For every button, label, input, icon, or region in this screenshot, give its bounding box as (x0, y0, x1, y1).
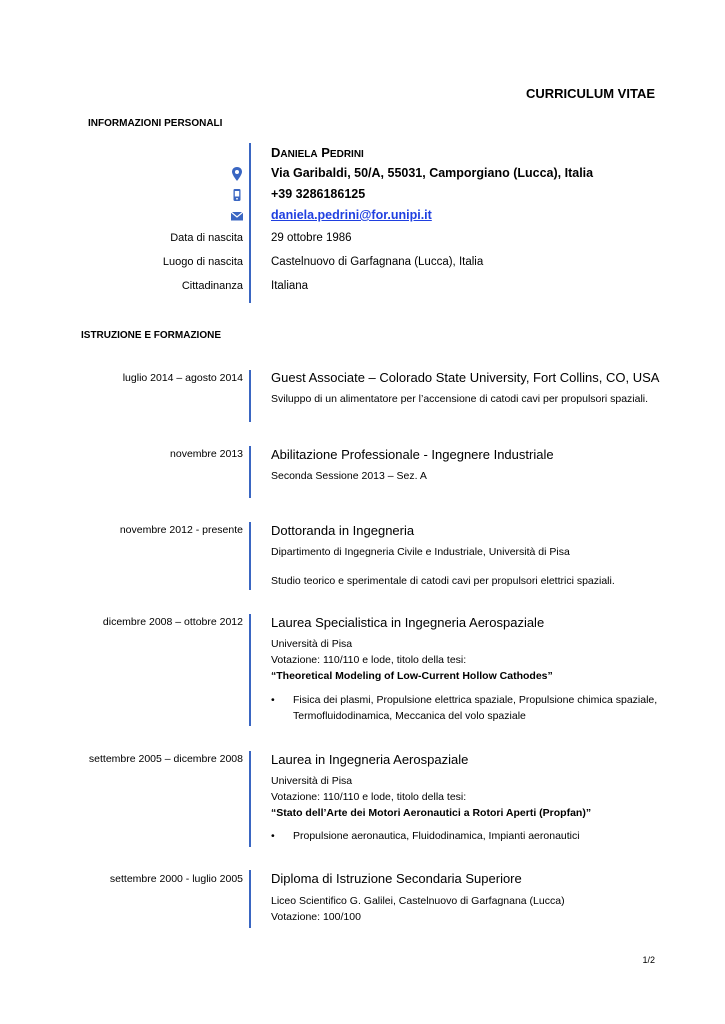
entry-date: novembre 2012 - presente (119, 524, 243, 536)
entry-date: settembre 2000 - luglio 2005 (109, 873, 243, 885)
section-education: ISTRUZIONE E FORMAZIONE (81, 330, 221, 341)
entry-date: luglio 2014 – agosto 2014 (122, 372, 243, 384)
entry-detail: Dipartimento di Ingegneria Civile e Industriale, Università di Pisa (271, 546, 570, 558)
location-pin-icon (229, 166, 245, 182)
entry-date: dicembre 2008 – ottobre 2012 (102, 616, 243, 628)
birth-date-label: Data di nascita (170, 232, 243, 244)
envelope-icon (229, 208, 245, 224)
thesis-title: “Stato dell’Arte dei Motori Aeronautici a Rotori Aperti (Propfan)” (271, 807, 592, 819)
entry-title: Laurea Specialistica in Ingegneria Aerospaziale (271, 615, 545, 630)
entry-title: Abilitazione Professionale - Ingegnere Industriale (271, 447, 554, 462)
entry-detail: Università di Pisa (271, 638, 353, 650)
entry-title: Laurea in Ingegneria Aerospaziale (271, 752, 469, 767)
phone-number: +39 3286186125 (271, 187, 366, 201)
section-personal-info: INFORMAZIONI PERSONALI (88, 118, 223, 129)
entry-detail: Votazione: 110/110 e lode, titolo della tesi: (271, 791, 467, 803)
entry-divider (249, 751, 251, 847)
entry-detail: Votazione: 100/100 (271, 911, 361, 923)
entry-divider (249, 870, 251, 928)
birth-place-label: Luogo di nascita (162, 256, 243, 268)
entry-detail: Votazione: 110/110 e lode, titolo della tesi: (271, 654, 467, 666)
birth-date: 29 ottobre 1986 (271, 232, 352, 244)
citizenship-label: Cittadinanza (181, 280, 243, 292)
entry-detail: Università di Pisa (271, 775, 353, 787)
entry-divider (249, 614, 251, 726)
entry-title: Dottoranda in Ingegneria (271, 523, 415, 538)
address: Via Garibaldi, 50/A, 55031, Camporgiano (Lucca), Italia (271, 166, 594, 180)
citizenship: Italiana (271, 280, 309, 292)
personal-divider (249, 143, 251, 303)
entry-title: Diploma di Istruzione Secondaria Superiore (271, 871, 522, 886)
email-link[interactable]: daniela.pedrini@for.unipi.it (271, 208, 432, 222)
entry-detail: Seconda Sessione 2013 – Sez. A (271, 470, 427, 482)
entry-detail: Liceo Scientifico G. Galilei, Castelnuovo di Garfagnana (Lucca) (271, 895, 565, 907)
birth-place: Castelnuovo di Garfagnana (Lucca), Italia (271, 256, 484, 268)
entry-detail: Studio teorico e sperimentale di catodi cavi per propulsori elettrici spaziali. (271, 575, 615, 587)
entry-divider (249, 522, 251, 590)
page-number: 1/2 (642, 955, 655, 965)
courses-list (271, 828, 691, 844)
list-item: • Fisica dei plasmi, Propulsione elettrica spaziale, Propulsione chimica spaziale, Termofluidodinamica, Meccanica del volo spaziale (271, 692, 691, 724)
entry-divider (249, 370, 251, 422)
entry-divider (249, 446, 251, 498)
entry-detail: Sviluppo di un alimentatore per l’accensione di catodi cavi per propulsori spaziali. (271, 393, 649, 405)
entry-date: settembre 2005 – dicembre 2008 (88, 753, 243, 765)
person-name: DANIELA PEDRINI (271, 145, 364, 160)
entry-date: novembre 2013 (170, 448, 243, 460)
cv-title: CURRICULUM VITAE (525, 86, 655, 101)
entry-title: Guest Associate – Colorado State University, Fort Collins, CO, USA (271, 370, 660, 385)
list-item: • Propulsione aeronautica, Fluidodinamica, Impianti aeronautici (271, 828, 691, 844)
thesis-title: “Theoretical Modeling of Low-Current Hollow Cathodes” (271, 670, 553, 682)
mobile-phone-icon (229, 187, 245, 203)
courses-list (271, 692, 691, 724)
